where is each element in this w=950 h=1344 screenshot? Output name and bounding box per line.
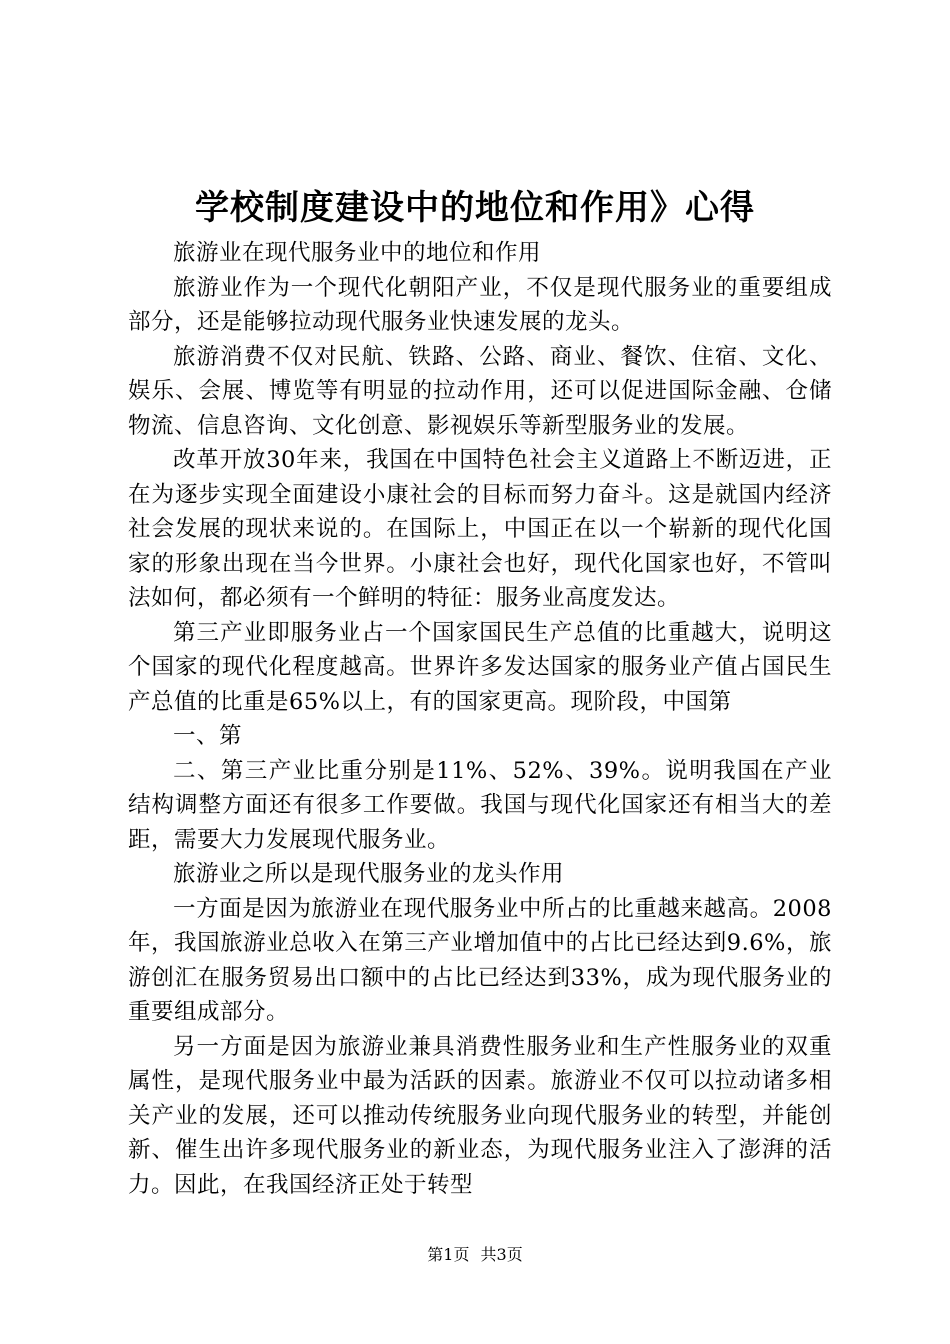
paragraph-heading-tourism-role: 旅游业在现代服务业中的地位和作用 xyxy=(173,240,542,266)
paragraph-tourism-consumption: 旅游消费不仅对民航、铁路、公路、商业、餐饮、住宿、文化、娱乐、会展、博览等有明显的拉动作用，还可以促进国际金融、仓储物流、信息咨询、文化创意、影视娱乐等新型服务业的发展。 xyxy=(128,343,832,439)
paragraph-share-increasing: 一方面是因为旅游业在现代服务业中所占的比重越来越高。2008年，我国旅游业总收入在第三产业增加值中的占比已经达到9.6%，旅游创汇在服务贸易出口额中的占比已经达到33%，成为现代服务业的重要组成部分。 xyxy=(128,895,832,1025)
document-title: 学校制度建设中的地位和作用》心得 xyxy=(195,188,755,228)
page-footer xyxy=(0,1243,950,1267)
paragraph-first-second: 一、第 xyxy=(173,723,243,749)
paragraph-tourism-industry: 旅游业作为一个现代化朝阳产业，不仅是现代服务业的重要组成部分，还是能够拉动现代服务业快速发展的龙头。 xyxy=(128,274,832,335)
paragraph-industry-ratios: 二、第三产业比重分别是11%、52%、39%。说明我国在产业结构调整方面还有很多工作要做。我国与现代化国家还有相当大的差距，需要大力发展现代服务业。 xyxy=(128,757,832,853)
page-number: 第1页 xyxy=(427,1245,470,1264)
paragraph-reform-opening: 改革开放30年来，我国在中国特色社会主义道路上不断迈进，正在为逐步实现全面建设小康社会的目标而努力奋斗。这是就国内经济社会发展的现状来说的。在国际上，中国正在以一个崭新的现代化国家的形象出现在当今世界。小康社会也好，现代化国家也好，不管叫法如何，都必须有一个鲜明的特征：服务业高度发达。 xyxy=(128,447,832,611)
page-total: 共3页 xyxy=(480,1245,523,1264)
paragraph-heading-leading-role: 旅游业之所以是现代服务业的龙头作用 xyxy=(173,861,565,887)
paragraph-tertiary-industry: 第三产业即服务业占一个国家国民生产总值的比重越大，说明这个国家的现代化程度越高。世界许多发达国家的服务业产值占国民生产总值的比重是65%以上，有的国家更高。现阶段，中国第 xyxy=(128,619,832,715)
document-body xyxy=(128,236,832,1202)
paragraph-dual-attributes: 另一方面是因为旅游业兼具消费性服务业和生产性服务业的双重属性，是现代服务业中最为活跃的因素。旅游业不仅可以拉动诸多相关产业的发展，还可以推动传统服务业向现代服务业的转型，并能创新、催生出许多现代服务业的新业态，为现代服务业注入了澎湃的活力。因此，在我国经济正处于转型 xyxy=(128,1033,832,1198)
